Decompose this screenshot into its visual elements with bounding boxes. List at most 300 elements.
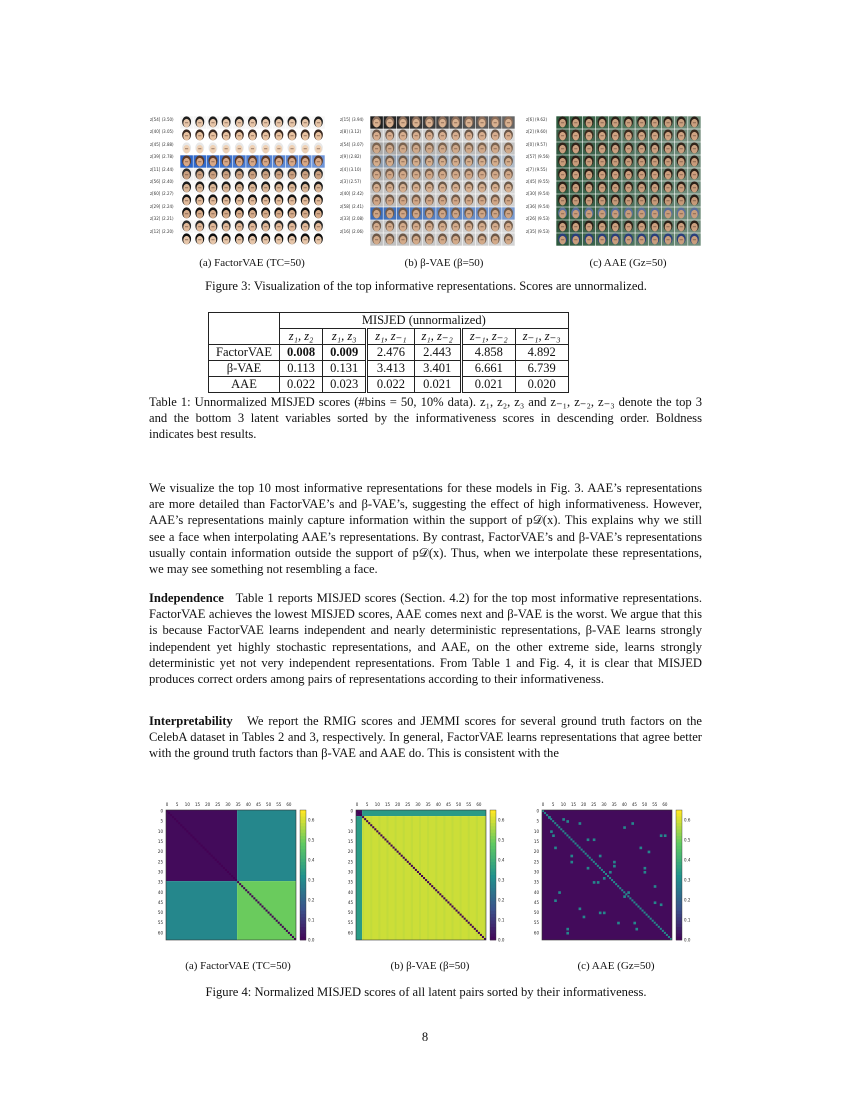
face-thumbnail (489, 233, 502, 245)
face-thumbnail (193, 168, 206, 180)
x-tick-label: 10 (560, 802, 566, 807)
figure-4 (148, 796, 704, 976)
face-thumbnail (583, 142, 596, 154)
face-thumbnail (463, 233, 476, 245)
heatmap-diagonal-cell (421, 875, 423, 877)
heatmap-point (570, 861, 573, 864)
table-cell: 0.009 (323, 345, 367, 361)
heatmap-diagonal-cell (640, 908, 642, 910)
face-thumbnail (583, 181, 596, 193)
face-thumbnail (370, 207, 383, 219)
heatmap-point (648, 851, 651, 854)
table-cell: 0.022 (367, 377, 414, 393)
heatmap-diagonal-cell (613, 881, 615, 883)
x-tick-label: 35 (235, 802, 241, 807)
face-thumbnail (622, 207, 635, 219)
face-thumbnail (193, 155, 206, 167)
face-thumbnail (246, 155, 259, 167)
heatmap-diagonal-cell (217, 861, 219, 863)
x-tick-label: 60 (286, 802, 292, 807)
table-corner-2 (209, 329, 280, 345)
heatmap-point (579, 822, 582, 825)
heatmap-diagonal-cell (166, 810, 168, 812)
heatmap-diagonal-cell (429, 883, 431, 885)
face-thumbnail (675, 155, 688, 167)
colorbar-tick-label: 0.0 (498, 937, 505, 943)
face-thumbnail (193, 116, 206, 128)
heatmap-diagonal-cell (662, 930, 664, 932)
heatmap-diagonal-cell (393, 847, 395, 849)
face-thumbnail (180, 116, 193, 128)
x-tick-label: 40 (245, 802, 251, 807)
colorbar-segment (490, 817, 496, 821)
face-thumbnail (273, 194, 286, 206)
colorbar-segment (300, 885, 306, 889)
face-thumbnail (502, 129, 515, 141)
face-thumbnail (609, 207, 622, 219)
colorbar-segment (490, 820, 496, 824)
face-thumbnail (410, 207, 423, 219)
heatmap-diagonal-cell (646, 914, 648, 916)
face-thumbnail (410, 116, 423, 128)
colorbar-segment (490, 823, 496, 827)
heatmap-diagonal-cell (644, 912, 646, 914)
face-thumbnail (312, 194, 325, 206)
face-thumbnail (180, 207, 193, 219)
heatmap-point (660, 903, 663, 906)
heatmap-point (587, 838, 590, 841)
heatmap-diagonal-cell (560, 828, 562, 830)
colorbar-segment (300, 820, 306, 824)
heatmap-diagonal-cell (243, 887, 245, 889)
heatmap-point (566, 928, 569, 931)
heatmap-diagonal-cell (642, 910, 644, 912)
heatmap-diagonal-cell (180, 824, 182, 826)
heatmap-diagonal-cell (615, 883, 617, 885)
heatmap-diagonal-cell (607, 875, 609, 877)
face-thumbnail (556, 233, 569, 245)
heatmap-diagonal-cell (264, 908, 266, 910)
colorbar-tick-label: 0.3 (498, 877, 505, 883)
page-number: 8 (421, 1030, 429, 1044)
heatmap-diagonal-cell (558, 826, 560, 828)
face-thumbnail (299, 129, 312, 141)
heatmap-diagonal-cell (583, 851, 585, 853)
row-label: z[30] (9.54) (526, 191, 550, 197)
face-thumbnail (207, 116, 220, 128)
face-thumbnail (370, 181, 383, 193)
x-tick-label: 35 (611, 802, 617, 807)
heatmap-block (356, 816, 362, 940)
heatmap-diagonal-cell (184, 828, 186, 830)
face-thumbnail (207, 194, 220, 206)
heatmap-stripe (403, 816, 405, 940)
colorbar-segment (300, 849, 306, 853)
table-cell: 3.401 (414, 361, 461, 377)
heatmap-point (627, 891, 630, 894)
heatmap-diagonal-cell (633, 901, 635, 903)
table-cell: 0.022 (280, 377, 323, 393)
row-label: z[33] (2.08) (340, 216, 364, 222)
face-thumbnail (622, 168, 635, 180)
face-thumbnail (436, 207, 449, 219)
heatmap-diagonal-cell (368, 822, 370, 824)
heatmap-diagonal-cell (666, 934, 668, 936)
heatmap-diagonal-cell (562, 830, 564, 832)
face-thumbnail (397, 142, 410, 154)
face-thumbnail (688, 116, 701, 128)
heatmap-point (566, 932, 569, 935)
colorbar-segment (300, 908, 306, 912)
heatmap-point (664, 834, 667, 837)
heatmap-diagonal-cell (546, 814, 548, 816)
colorbar-segment (490, 917, 496, 921)
face-thumbnail (233, 233, 246, 245)
face-thumbnail (259, 142, 272, 154)
face-thumbnail (299, 181, 312, 193)
face-thumbnail (233, 181, 246, 193)
face-thumbnail (609, 168, 622, 180)
heatmap-diagonal-cell (472, 926, 474, 928)
face-thumbnail (502, 194, 515, 206)
colorbar-segment (676, 885, 682, 889)
colorbar-segment (676, 914, 682, 918)
face-thumbnail (675, 168, 688, 180)
face-thumbnail (622, 155, 635, 167)
face-thumbnail (436, 181, 449, 193)
face-thumbnail (449, 142, 462, 154)
face-thumbnail (273, 233, 286, 245)
colorbar-segment (490, 839, 496, 843)
face-thumbnail (220, 181, 233, 193)
heatmap-diagonal-cell (435, 889, 437, 891)
face-thumbnail (502, 155, 515, 167)
row-label: z[36] (9.54) (526, 203, 550, 209)
heatmap-diagonal-cell (564, 832, 566, 834)
heatmap-diagonal-cell (229, 873, 231, 875)
face-thumbnail (370, 129, 383, 141)
face-thumbnail (463, 207, 476, 219)
face-thumbnail (688, 220, 701, 232)
face-thumbnail (489, 168, 502, 180)
heatmap-diagonal-cell (648, 916, 650, 918)
face-thumbnail (397, 155, 410, 167)
heatmap-point (660, 834, 663, 837)
colorbar-segment (676, 921, 682, 925)
colorbar-segment (490, 921, 496, 925)
fig3-caption: Figure 3: Visualization of the top informative representations. Scores are unnormalized. (205, 279, 647, 293)
heatmap-diagonal-cell (431, 885, 433, 887)
face-thumbnail (193, 207, 206, 219)
x-tick-label: 15 (194, 802, 201, 807)
heatmap-diagonal-cell (205, 849, 207, 851)
face-thumbnail (609, 194, 622, 206)
face-thumbnail (675, 142, 688, 154)
colorbar-segment (300, 836, 306, 840)
heatmap-diagonal-cell (382, 836, 384, 838)
face-thumbnail (299, 233, 312, 245)
y-tick-label: 0 (160, 808, 163, 814)
face-thumbnail (609, 220, 622, 232)
table-cell: 0.131 (323, 361, 367, 377)
face-thumbnail (649, 233, 662, 245)
heatmap-diagonal-cell (552, 820, 554, 822)
face-thumbnail (259, 155, 272, 167)
x-tick-label: 35 (425, 802, 431, 807)
table-cell: 0.113 (280, 361, 323, 377)
colorbar-tick-label: 0.6 (498, 817, 505, 823)
face-thumbnail (273, 207, 286, 219)
face-thumbnail (286, 142, 299, 154)
y-tick-label: 15 (347, 838, 353, 844)
face-thumbnail (273, 181, 286, 193)
colorbar-segment (490, 833, 496, 837)
colorbar-segment (300, 813, 306, 817)
face-thumbnail (207, 181, 220, 193)
heatmap-diagonal-cell (376, 830, 378, 832)
colorbar-segment (490, 836, 496, 840)
x-tick-label: 40 (621, 802, 627, 807)
face-thumbnail (662, 220, 675, 232)
y-tick-label: 25 (347, 859, 353, 865)
table-1-caption: Table 1: Unnormalized MISJED scores (#bins = 50, 10% data). z₁, z₂, z₃ and z₋₁, z₋₂, z₋₃ denote the top 3 and the bottom 3 latent variables sorted by the informativeness scores in descending order. Boldness indicates best results. (149, 395, 702, 442)
y-tick-label: 45 (533, 899, 539, 905)
heatmap-diagonal-cell (294, 938, 296, 940)
face-thumbnail (423, 181, 436, 193)
face-thumbnail (583, 155, 596, 167)
heatmap-diagonal-cell (635, 903, 637, 905)
heatmap-diagonal-cell (405, 859, 407, 861)
heatmap-stripe (435, 816, 437, 940)
face-thumbnail (423, 220, 436, 232)
face-thumbnail (489, 220, 502, 232)
table-header: z₋₁, z₋₂ (461, 329, 515, 345)
face-thumbnail (688, 142, 701, 154)
colorbar-segment (300, 862, 306, 866)
colorbar-segment (300, 823, 306, 827)
row-label: z[57] (9.56) (526, 154, 550, 160)
face-thumbnail (286, 207, 299, 219)
table-row (209, 345, 569, 361)
face-thumbnail (423, 194, 436, 206)
face-thumbnail (383, 129, 396, 141)
face-thumbnail (688, 181, 701, 193)
heatmap-point (597, 881, 600, 884)
table-cell: 2.443 (414, 345, 461, 361)
y-tick-label: 45 (157, 899, 163, 905)
y-tick-label: 15 (533, 838, 539, 844)
heatmap-diagonal-cell (358, 812, 360, 814)
face-thumbnail (635, 233, 648, 245)
colorbar-segment (676, 937, 682, 941)
heatmap-diagonal-cell (411, 865, 413, 867)
colorbar-segment (490, 924, 496, 928)
y-tick-label: 20 (347, 849, 353, 855)
colorbar-segment (676, 927, 682, 931)
heatmap-stripe (411, 816, 413, 940)
heatmap-diagonal-cell (290, 934, 292, 936)
y-tick-label: 10 (157, 828, 163, 834)
paragraph-visualize (149, 480, 702, 577)
heatmap-diagonal-cell (470, 924, 472, 926)
fig3-subcaption-c: (c) AAE (Gz=50) (589, 257, 667, 269)
face-thumbnail (383, 142, 396, 154)
heatmap-diagonal-cell (437, 891, 439, 893)
heatmap-stripe (362, 816, 364, 940)
face-thumbnail (569, 181, 582, 193)
face-thumbnail (299, 220, 312, 232)
heatmap-diagonal-cell (203, 847, 205, 849)
heatmap-diagonal-cell (603, 871, 605, 873)
face-thumbnail (207, 129, 220, 141)
face-thumbnail (436, 116, 449, 128)
face-thumbnail (397, 168, 410, 180)
colorbar-segment (676, 810, 682, 814)
face-thumbnail (423, 129, 436, 141)
face-thumbnail (423, 142, 436, 154)
face-thumbnail (246, 116, 259, 128)
face-thumbnail (635, 194, 648, 206)
heatmap-diagonal-cell (172, 816, 174, 818)
heatmap-diagonal-cell (658, 926, 660, 928)
heatmap-diagonal-cell (566, 834, 568, 836)
heatmap-diagonal-cell (419, 873, 421, 875)
y-tick-label: 50 (157, 910, 163, 916)
face-thumbnail (180, 168, 193, 180)
face-thumbnail (273, 142, 286, 154)
face-thumbnail (476, 168, 489, 180)
heatmap-point (579, 908, 582, 911)
row-label: z[2] (9.60) (526, 129, 548, 135)
face-thumbnail (370, 142, 383, 154)
heatmap-diagonal-cell (235, 879, 237, 881)
table-cell: 2.476 (367, 345, 414, 361)
heatmap-diagonal-cell (380, 834, 382, 836)
face-thumbnail (233, 155, 246, 167)
heatmap-diagonal-cell (253, 897, 255, 899)
colorbar-segment (300, 917, 306, 921)
face-thumbnail (383, 233, 396, 245)
heatmap-diagonal-cell (462, 916, 464, 918)
heatmap-diagonal-cell (213, 857, 215, 859)
colorbar-segment (490, 813, 496, 817)
paragraph-text: Table 1 reports MISJED scores (Section. 4.2) for the top most informative representations. FactorVAE achieves the lowest MISJED scores, AAE comes next and β-VAE is the worst. We argue that this is because FactorVAE learns independent and nearly deterministic representations, β-VAE learns strongly independent yet highly stochastic representations, and AAE, on the other extreme side, learns strongly deterministic yet not very independent representations. From Table 1 and Fig. 4, it is clear that MISJED produces correct orders among pairs of representations according to their informativeness. (149, 591, 703, 687)
face-thumbnail (596, 168, 609, 180)
colorbar-segment (676, 849, 682, 853)
heatmap-diagonal-cell (272, 916, 274, 918)
x-tick-label: 20 (581, 802, 587, 807)
face-thumbnail (220, 142, 233, 154)
face-thumbnail (220, 129, 233, 141)
heatmap-diagonal-cell (239, 883, 241, 885)
heatmap-stripe (451, 816, 453, 940)
heatmap-diagonal-cell (211, 855, 213, 857)
face-thumbnail (649, 181, 662, 193)
face-thumbnail (662, 129, 675, 141)
x-tick-label: 30 (225, 802, 231, 807)
y-tick-label: 10 (533, 828, 539, 834)
face-thumbnail (299, 207, 312, 219)
face-thumbnail (649, 142, 662, 154)
face-thumbnail (312, 233, 325, 245)
x-tick-label: 50 (642, 802, 648, 807)
colorbar-segment (676, 875, 682, 879)
colorbar-tick-label: 0.4 (684, 857, 691, 863)
face-thumbnail (583, 116, 596, 128)
fig3-panel-b (338, 112, 518, 252)
face-thumbnail (246, 142, 259, 154)
face-thumbnail (246, 207, 259, 219)
face-thumbnail (449, 155, 462, 167)
heatmap-point (623, 826, 626, 829)
face-thumbnail (246, 129, 259, 141)
row-label: z[9] (2.82) (340, 154, 362, 160)
heatmap-diagonal-cell (274, 918, 276, 920)
face-thumbnail (436, 220, 449, 232)
face-thumbnail (246, 181, 259, 193)
heatmap-diagonal-cell (182, 826, 184, 828)
heatmap-diagonal-cell (449, 903, 451, 905)
x-tick-label: 55 (276, 802, 282, 807)
x-tick-label: 55 (652, 802, 658, 807)
face-thumbnail (259, 207, 272, 219)
heatmap-diagonal-cell (629, 897, 631, 899)
colorbar-segment (490, 914, 496, 918)
colorbar-segment (490, 862, 496, 866)
table-model: AAE (209, 377, 280, 393)
face-grid-image-a (180, 116, 325, 246)
x-tick-label: 20 (395, 802, 401, 807)
heatmap-diagonal-cell (451, 905, 453, 907)
paragraph-independence (149, 590, 702, 687)
table-model: β-VAE (209, 361, 280, 377)
fig3-subcaption-b: (b) β-VAE (β=50) (404, 257, 484, 269)
colorbar-segment (300, 839, 306, 843)
colorbar-segment (300, 914, 306, 918)
face-thumbnail (410, 142, 423, 154)
y-tick-label: 60 (533, 930, 539, 936)
y-tick-label: 30 (157, 869, 163, 875)
row-label: z[4] (3.10) (340, 166, 362, 172)
table-row (209, 377, 569, 393)
face-thumbnail (502, 142, 515, 154)
face-thumbnail (220, 155, 233, 167)
y-tick-label: 30 (533, 869, 539, 875)
colorbar-segment (676, 826, 682, 830)
x-tick-label: 0 (165, 802, 169, 807)
face-thumbnail (207, 220, 220, 232)
face-thumbnail (423, 155, 436, 167)
heatmap-diagonal-cell (278, 922, 280, 924)
heatmap-point (583, 916, 586, 919)
heatmap-diagonal-cell (484, 938, 486, 940)
face-thumbnail (476, 142, 489, 154)
heatmap-diagonal-cell (219, 863, 221, 865)
colorbar-segment (676, 839, 682, 843)
heatmap-point (635, 928, 638, 931)
face-thumbnail (397, 181, 410, 193)
colorbar-segment (300, 921, 306, 925)
heatmap-diagonal-cell (288, 932, 290, 934)
face-thumbnail (259, 116, 272, 128)
face-thumbnail (649, 194, 662, 206)
heatmap-diagonal-cell (664, 932, 666, 934)
face-thumbnail (476, 181, 489, 193)
colorbar-segment (300, 888, 306, 892)
face-thumbnail (489, 116, 502, 128)
face-thumbnail (675, 220, 688, 232)
y-tick-label: 20 (533, 849, 539, 855)
